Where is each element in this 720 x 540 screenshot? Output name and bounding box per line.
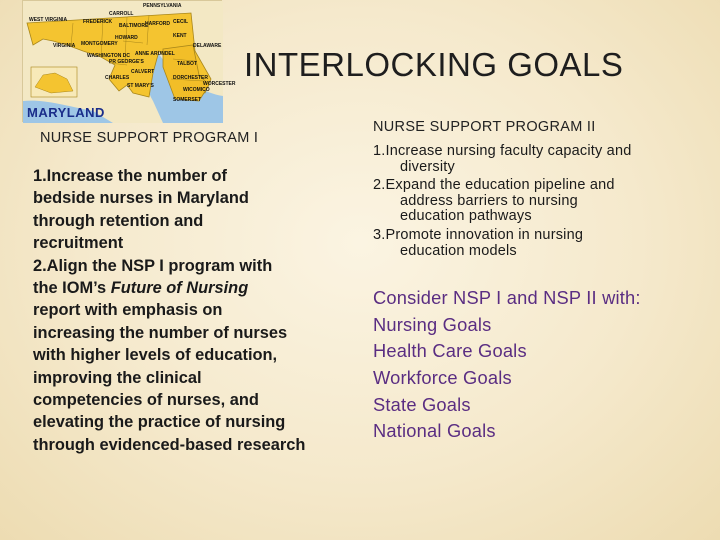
map-place-label: VIRGINIA [53, 43, 76, 49]
consider-item: State Goals [373, 393, 471, 415]
goal-line: 1.Increase the number of [33, 167, 228, 185]
map-place-label: MONTGOMERY [81, 41, 118, 47]
slide-title: INTERLOCKING GOALS [244, 46, 624, 83]
map-place-label: WICOMICO [183, 87, 210, 93]
goal-item-first-line: 2.Expand the education pipeline and [373, 177, 615, 194]
map-place-label: CECIL [173, 19, 188, 25]
future-of-nursing-phrase: Future of Nursing [110, 279, 249, 298]
map-place-label: CARROLL [109, 11, 134, 17]
map-place-label: DELAWARE [193, 43, 222, 49]
goal-line-with-italic [33, 277, 353, 299]
map-place-label: WEST VIRGINIA [29, 17, 68, 23]
goal-item [373, 144, 708, 175]
map-place-label: HOWARD [115, 35, 138, 41]
consider-item: Nursing Goals [373, 313, 492, 335]
nsp-two-heading: NURSE SUPPORT PROGRAM II [373, 119, 596, 135]
goal-item-continuation: address barriers to nursing [400, 192, 578, 209]
goal-line: bedside nurses in Maryland [33, 189, 249, 208]
map-place-label: WASHINGTON DC [87, 53, 130, 59]
goal-item-continuation: diversity [400, 158, 455, 175]
map-place-label: ANNE ARUNDEL [135, 51, 175, 57]
map-place-label: ST MARY'S [127, 83, 154, 89]
goal-line: competencies of nurses, and [33, 391, 259, 410]
goal-line: improving the clinical [33, 368, 202, 387]
map-place-label: CALVERT [131, 69, 155, 75]
consider-goals-list [373, 285, 708, 445]
map-place-label: PR GEORGE'S [109, 59, 144, 65]
map-place-label: HARFORD [145, 21, 170, 27]
map-title: MARYLAND [27, 105, 105, 120]
map-place-label: SOMERSET [173, 97, 202, 103]
goal-item [373, 228, 708, 259]
goal-item [373, 178, 708, 225]
nsp-two-column [373, 119, 708, 445]
goal-item-continuation: education pathways [400, 208, 532, 225]
map-place-label: CHARLES [105, 75, 130, 81]
goal-line: report with emphasis on [33, 301, 223, 320]
map-place-label: WORCESTER [203, 81, 236, 87]
map-place-label: BALTIMORE [119, 23, 149, 29]
goal-line: recruitment [33, 234, 124, 253]
consider-item: Workforce Goals [373, 366, 512, 388]
goal-line: through retention and [33, 211, 204, 230]
goal-line-text: the IOM’s [33, 279, 111, 298]
goal-line: elevating the practice of nursing [33, 413, 286, 432]
goal-item-continuation: education models [400, 242, 517, 259]
map-place-label: KENT [173, 33, 187, 39]
goal-line: with higher levels of education, [33, 346, 278, 365]
maryland-map [22, 0, 236, 122]
map-place-label: DORCHESTER [173, 75, 209, 81]
nsp-one-heading: NURSE SUPPORT PROGRAM I [40, 130, 259, 146]
goal-item-first-line: 1.Increase nursing faculty capacity and [373, 143, 632, 159]
map-place-label: PENNSYLVANIA [143, 3, 182, 9]
goal-line: increasing the number of nurses [33, 323, 288, 342]
goal-line: 2.Align the NSP I program with [33, 256, 273, 275]
nsp-two-goal-list [373, 144, 708, 259]
consider-item: Health Care Goals [373, 340, 527, 362]
consider-intro: Consider NSP I and NSP II with: [373, 287, 641, 309]
goal-line: through evidenced-based research [33, 435, 306, 454]
nsp-one-goal-list [33, 165, 353, 456]
goal-item-first-line: 3.Promote innovation in nursing [373, 226, 584, 243]
map-place-label: TALBOT [177, 61, 197, 67]
map-place-label: FREDERICK [83, 19, 113, 25]
consider-item: National Goals [373, 420, 496, 442]
nsp-one-column [33, 130, 353, 456]
